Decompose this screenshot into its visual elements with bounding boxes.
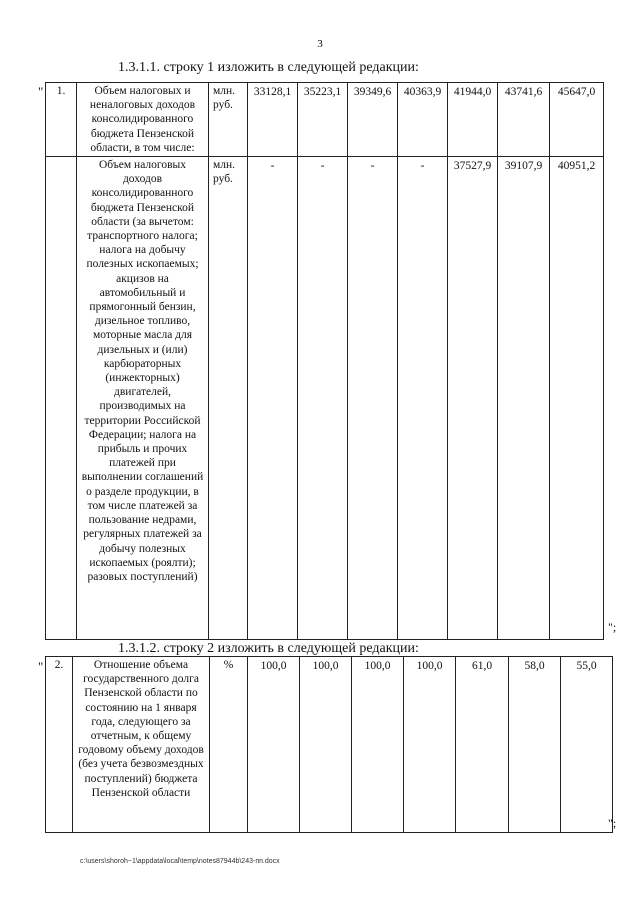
table-row-2 [46, 657, 613, 833]
value-cell: 39349,6 [348, 83, 398, 157]
value-cell: 39107,9 [498, 157, 550, 640]
section1-close-mark: "; [608, 620, 617, 634]
row-number [46, 157, 77, 640]
section2-open-quote: " [38, 659, 44, 674]
value-cell: 40363,9 [398, 83, 448, 157]
value-cell: - [248, 157, 298, 640]
value-cell: 100,0 [300, 657, 352, 833]
table-row-1-sub [46, 157, 604, 640]
table-row-1 [46, 83, 604, 157]
section2-heading: 1.3.1.2. строку 2 изложить в следующей редакции: [118, 641, 419, 656]
page-number: 3 [317, 38, 323, 50]
value-cell: - [398, 157, 448, 640]
value-cell: 100,0 [352, 657, 404, 833]
section2-close-mark: "; [608, 816, 617, 830]
row-description: Объем налоговых доходов консолидированного бюджета Пензенской области (за вычетом: транспортного налога; налога на добычу полезных ископаемых; акцизов на автомобильный и прямогонный бензин, дизельное топливо, моторные масла для дизельных и (или) карбюраторных (инжекторных) двигателей, производимых на территории Российской Федерации; налога на прибыль и прочих платежей при выполнении соглашений о разделе продукции, в том числе платежей за пользование недрами, регулярных платежей за добычу полезных ископаемых (роялти); разовых поступлений) [77, 157, 209, 640]
row-description: Объем налоговых и неналоговых доходов консолидированного бюджета Пензенской области, в том числе: [77, 83, 209, 157]
value-cell: - [348, 157, 398, 640]
section1-table [45, 82, 604, 640]
value-cell: 100,0 [404, 657, 456, 833]
value-cell: 33128,1 [248, 83, 298, 157]
value-cell: 40951,2 [550, 157, 604, 640]
row-unit: млн. руб. [209, 157, 248, 640]
row-unit: млн. руб. [209, 83, 248, 157]
value-cell: 61,0 [456, 657, 509, 833]
section2-table [45, 656, 613, 833]
value-cell: 41944,0 [448, 83, 498, 157]
section1-open-quote: " [38, 84, 44, 99]
row-number: 1. [46, 83, 77, 157]
row-description: Отношение объема государственного долга Пензенской области по состоянию на 1 января года, следующего за отчетным, к общему годовому объему доходов (без учета безвозмездных поступлений) бюджета Пензенской области [73, 657, 210, 833]
value-cell: 100,0 [248, 657, 300, 833]
value-cell: 45647,0 [550, 83, 604, 157]
row-unit: % [210, 657, 248, 833]
value-cell: 37527,9 [448, 157, 498, 640]
value-cell: 58,0 [509, 657, 561, 833]
file-path-footer: c:\users\shoroh~1\appdata\local\temp\notes87944b\243-пп.docx [80, 858, 280, 865]
value-cell: 55,0 [561, 657, 613, 833]
section1-heading: 1.3.1.1. строку 1 изложить в следующей редакции: [118, 60, 419, 75]
row-number: 2. [46, 657, 73, 833]
value-cell: - [298, 157, 348, 640]
value-cell: 35223,1 [298, 83, 348, 157]
value-cell: 43741,6 [498, 83, 550, 157]
